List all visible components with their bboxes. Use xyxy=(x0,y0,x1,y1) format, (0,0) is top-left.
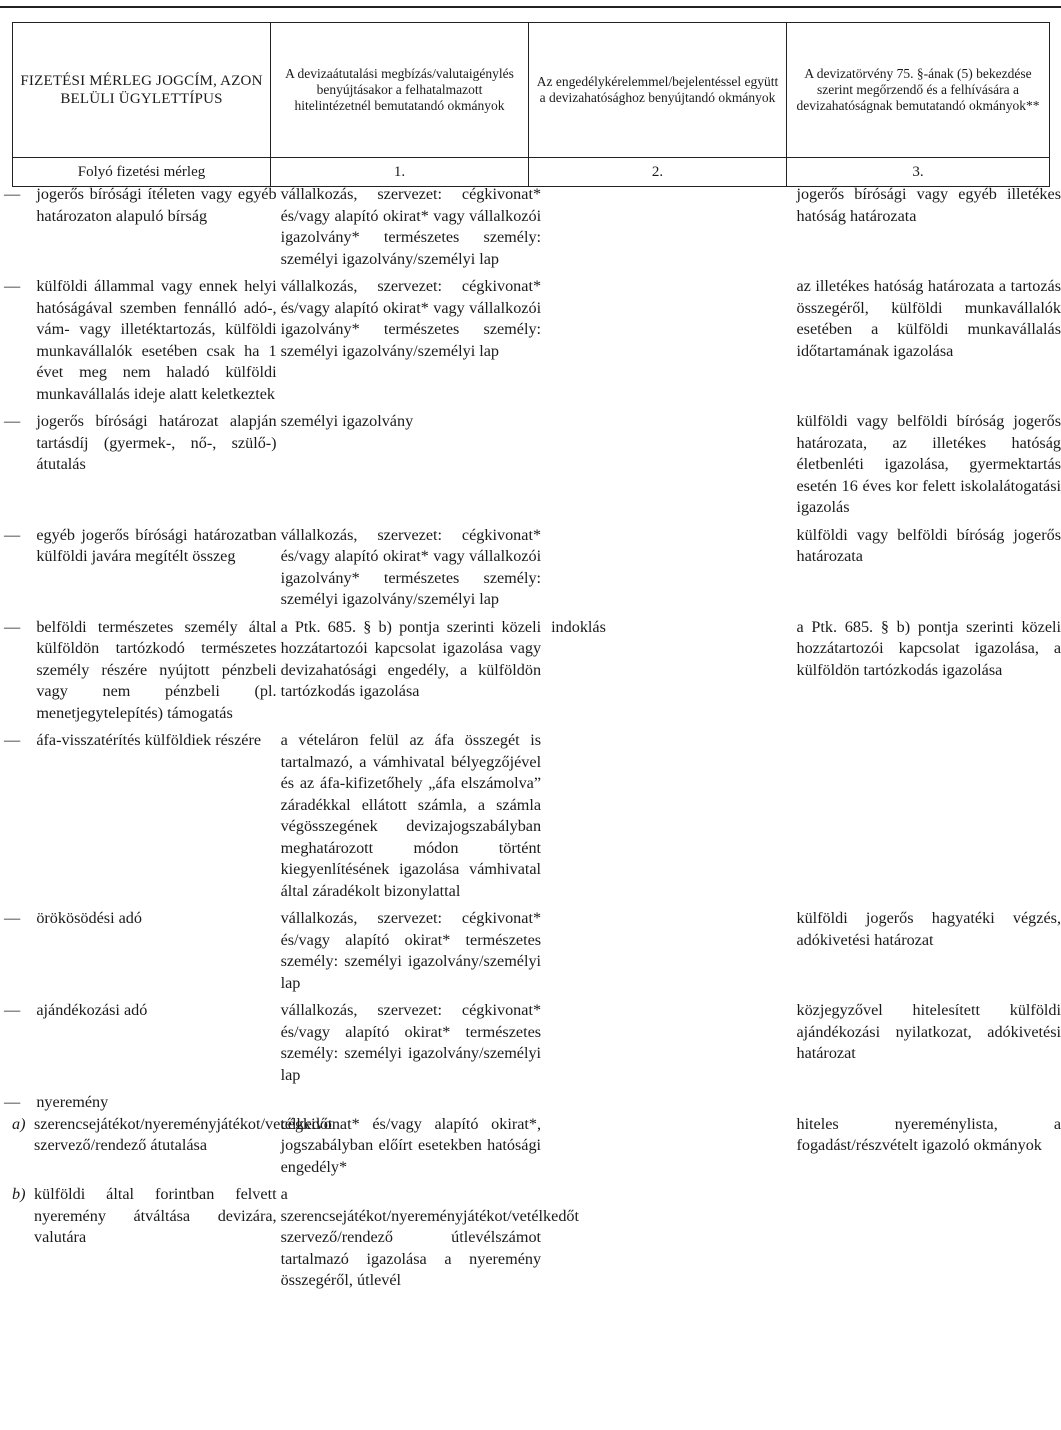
column-number-2: 2. xyxy=(529,158,787,187)
column-number-1: 1. xyxy=(271,158,529,187)
bullet-dash: — xyxy=(4,277,21,295)
row-col-2 xyxy=(541,1000,796,1092)
bullet-dash: — xyxy=(4,1093,21,1111)
table-row xyxy=(0,184,1061,276)
bullet-dash: — xyxy=(4,525,21,544)
subrow-label: b) xyxy=(12,1185,26,1203)
row-col-1: vállalkozás, szervezet: cégkivonat* és/vagy alapító okirat* természetes személy: személyi igazolvány/személyi lap xyxy=(280,909,542,992)
subrow-title-cell xyxy=(0,1184,277,1298)
header-col-jogcim: FIZETÉSI MÉRLEG JOGCÍM, AZON BELÜLI ÜGYLETTÍPUS xyxy=(13,23,271,158)
top-rule xyxy=(0,6,1061,8)
row-col-3: hiteles nyereménylista, a fogadást/részvételt igazoló okmányok xyxy=(796,1114,1061,1154)
row-col-2 xyxy=(541,411,796,525)
row-title: belföldi természetes személy által külföldön tartózkodó természetes személy részére nyújtott pénzbeli vagy nem pénzbeli (pl. menetjegytelepítés) támogatás xyxy=(36,617,277,722)
table-row xyxy=(0,525,1061,617)
row-col-3 xyxy=(796,1092,1061,1114)
row-col-2 xyxy=(541,908,796,1000)
row-col-1: személyi igazolvány xyxy=(280,412,414,430)
row-col-1: vállalkozás, szervezet: cégkivonat* és/vagy alapító okirat* vagy vállalkozói igazolvány* természetes személy: személyi igazolvány/személyi lap xyxy=(280,277,542,360)
row-title: örökösödési adó xyxy=(36,909,142,927)
row-col-3 xyxy=(796,1184,1061,1298)
row-col-1: a szerencsejátékot/nyereményjátékot/vetélkedőt szervező/rendező útlevélszámot tartalmazó igazolása a nyeremény összegéről, útlevél xyxy=(280,1185,580,1289)
row-col-2: indoklás xyxy=(551,617,606,636)
table-row xyxy=(0,908,1061,1000)
subrow-label: a) xyxy=(12,1114,26,1133)
header-col-1: A devizaátutalási megbízás/valutaigénylés benyújtásakor a felhatalmazott hitelintézetnél bemutatandó okmányok xyxy=(271,23,529,158)
table-row xyxy=(0,617,1061,731)
bullet-dash: — xyxy=(4,1001,21,1019)
table-body xyxy=(0,184,1061,1298)
row-title: nyeremény xyxy=(36,1093,109,1111)
row-col-1: a vételáron felül az áfa összegét is tartalmazó, a vámhivatal bélyegzőjével és az áfa-kifizetőhely „áfa elszámolva” záradékkal ellátott számla, a számla végösszegének devizajogszabályban meghatározott módon történt kiegyenlítésének igazolása vámhivatal által záradékolt bizonylattal xyxy=(280,731,542,900)
row-title: áfa-visszatérítés külföldiek részére xyxy=(36,731,262,749)
row-col-2 xyxy=(541,730,796,908)
bullet-dash: — xyxy=(4,731,21,749)
bullet-dash: — xyxy=(4,412,21,430)
row-title: egyéb jogerős bírósági határozatban külföldi javára megítélt összeg xyxy=(36,525,277,565)
row-col-1: vállalkozás, szervezet: cégkivonat* és/vagy alapító okirat* vagy vállalkozói igazolvány* természetes személy: személyi igazolvány/személyi lap xyxy=(280,185,542,268)
table-row xyxy=(0,1000,1061,1092)
header-col-3: A devizatörvény 75. §-ának (5) bekezdése szerint megőrzendő és a felhívására a devizahatóságnak bemutatandó okmányok** xyxy=(787,23,1050,158)
row-col-2 xyxy=(541,1184,796,1298)
row-col-2 xyxy=(541,525,796,617)
table-row xyxy=(0,276,1061,411)
row-col-3: külföldi vagy belföldi bíróság jogerős határozata, az illetékes hatóság életbenléti igazolása, gyermektartás esetén 16 éves kor felett iskolalátogatási igazolás xyxy=(796,412,1061,516)
table-row xyxy=(0,411,1061,525)
bullet-dash: — xyxy=(4,617,21,636)
row-col-3: jogerős bírósági vagy egyéb illetékes hatóság határozata xyxy=(796,185,1061,225)
table-subrow xyxy=(0,1114,1061,1185)
section-label: Folyó fizetési mérleg xyxy=(13,158,271,187)
row-title: ajándékozási adó xyxy=(36,1001,148,1019)
row-title: jogerős bírósági határozat alapján tartásdíj (gyermek-, nő-, szülő-) átutalás xyxy=(36,412,277,473)
row-col-3: az illetékes hatóság határozata a tartozás összegéről, külföldi munkavállalók esetében a külföldi munkavállalás időtartamának igazolása xyxy=(796,277,1061,360)
header-col-2: Az engedélykérelemmel/bejelentéssel együtt a devizahatósághoz benyújtandó okmányok xyxy=(529,23,787,158)
bullet-dash: — xyxy=(4,185,21,203)
row-col-1: cégkivonat* és/vagy alapító okirat*, jogszabályban előírt esetekben hatósági engedély* xyxy=(280,1114,542,1176)
row-col-2 xyxy=(541,276,796,411)
row-col-1 xyxy=(277,1092,541,1114)
row-col-1: a Ptk. 685. § b) pontja szerinti közeli hozzátartozói kapcsolat igazolása vagy devizahatósági engedély, a külföldön tartózkodás igazolása xyxy=(280,617,542,700)
table-row xyxy=(0,730,1061,908)
row-title: külföldi állammal vagy ennek helyi hatóságával szemben fennálló adó-, vám- vagy illetéktartozás, külföldi munkavállalók esetében csak ha 1 évet meg nem haladó külföldi munkavállalás ideje alatt keletkeztek xyxy=(36,277,277,403)
column-number-3: 3. xyxy=(787,158,1050,187)
row-col-2 xyxy=(541,184,796,276)
row-col-3: külföldi vagy belföldi bíróság jogerős határozata xyxy=(796,525,1061,565)
subrow-title-cell xyxy=(0,1114,333,1185)
row-col-3 xyxy=(796,730,1061,908)
row-title: jogerős bírósági ítéleten vagy egyéb határozaton alapuló bírság xyxy=(36,185,277,225)
row-col-3: a Ptk. 685. § b) pontja szerinti közeli hozzátartozói kapcsolat igazolása, a külföldön tartózkodás igazolása xyxy=(796,617,1061,679)
bullet-dash: — xyxy=(4,909,21,927)
row-col-2 xyxy=(541,1092,796,1114)
row-col-1: vállalkozás, szervezet: cégkivonat* és/vagy alapító okirat* vagy vállalkozói igazolvány* természetes személy: személyi igazolvány/személyi lap xyxy=(280,525,542,608)
table-subrow xyxy=(0,1184,1061,1298)
row-col-1: vállalkozás, szervezet: cégkivonat* és/vagy alapító okirat* természetes személy: személyi igazolvány/személyi lap xyxy=(280,1001,542,1084)
subrow-title: szerencsejátékot/nyereményjátékot/vetélkedőt szervező/rendező átutalása xyxy=(34,1114,333,1154)
row-col-2 xyxy=(541,1114,796,1185)
subrow-title: külföldi által forintban felvett nyeremény átváltása devizára, valutára xyxy=(34,1185,277,1246)
table-header xyxy=(12,22,1050,187)
table-row xyxy=(0,1092,1061,1114)
row-col-3: közjegyzővel hitelesített külföldi ajándékozási nyilatkozat, adókivetési határozat xyxy=(796,1001,1061,1062)
row-col-3: külföldi jogerős hagyatéki végzés, adókivetési határozat xyxy=(796,909,1061,949)
